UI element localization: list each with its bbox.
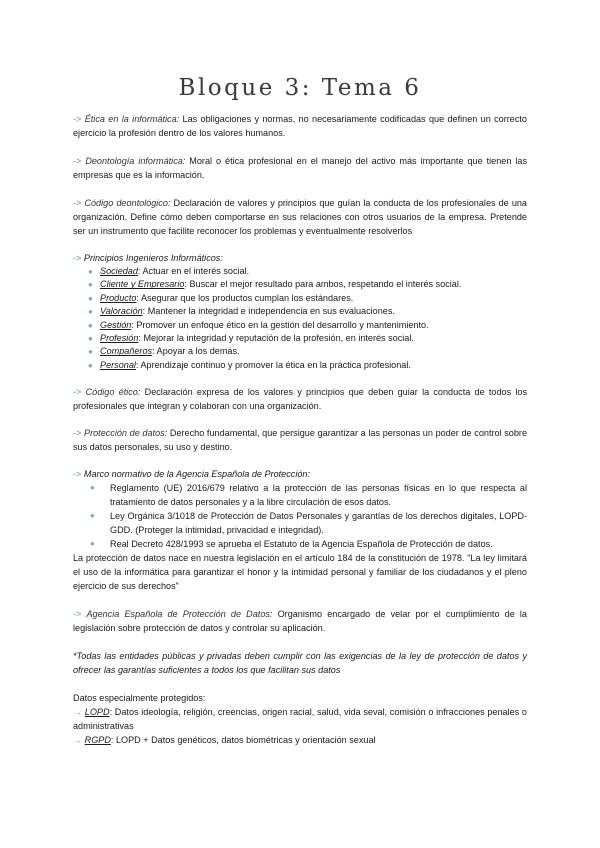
- note-paragraph: *Todas las entidades públicas y privadas deben cumplir con las exigencias de la ley de protección de datos y ofrecer las garantías suficientes a todos los que facilitan sus datos: [73, 651, 527, 676]
- list-item: ● Sociedad: Actuar en el interés social.: [90, 265, 527, 278]
- marco-heading-text: Marco normativo de la Agencia Española de Protección:: [83, 469, 310, 480]
- bullet-icon: ●: [90, 483, 95, 493]
- list-item: ● Valoración: Mantener la integridad e independencia en sus evaluaciones.: [90, 305, 527, 318]
- arrow-marker: ->: [73, 198, 82, 208]
- etica-definition: [73, 112, 527, 140]
- rgpd-text: : LOPD + Datos genéticos, datos biométricas y orientación sexual: [110, 735, 376, 746]
- page-title: Bloque 3: Tema 6: [178, 75, 422, 101]
- agencia-term: Agencia Española de Protección de Datos:: [86, 609, 273, 620]
- bullet-icon: ●: [88, 320, 93, 330]
- bullet-icon: ●: [88, 293, 93, 303]
- deontologia-term: Deontología informática:: [85, 156, 186, 166]
- principios-heading-text: Principios Ingenieros Informáticos:: [83, 253, 223, 263]
- deontologia-definition: [73, 154, 527, 182]
- arrow-marker: ->: [73, 114, 82, 124]
- arrow-marker: ->: [73, 156, 82, 166]
- list-item: ● Producto: Asegurar que los productos cumplan los estándares.: [90, 292, 527, 305]
- codigo-etico-text: Declaración expresa de los valores y principios que deben guiar la conducta de todos los profesionales que integran y colaboran con una organización.: [73, 387, 527, 412]
- bullet-icon: ●: [90, 539, 95, 549]
- bullet-icon: ●: [88, 334, 93, 344]
- bullet-icon: ●: [88, 267, 93, 276]
- etica-text: Las obligaciones y normas, no necesariamente codificadas que definen un correcto ejercicio la profesión dentro de los valores humanos.: [73, 114, 527, 138]
- bullet-icon: ●: [88, 307, 93, 317]
- codigo-deontologico-term: Código deontológico:: [84, 198, 171, 208]
- agencia-definition: [73, 607, 527, 635]
- deontologia-text: Moral o ética profesional en el manejo del activo más importante que tienen las empresas que es la información.: [73, 156, 527, 180]
- principios-list: [73, 265, 527, 372]
- lopd-line: [73, 705, 527, 733]
- proteccion-text: Derecho fundamental, que persigue garantizar a las personas un poder de control sobre sus datos personales, su uso y destino.: [73, 428, 527, 453]
- arrow-marker: ->: [73, 609, 82, 620]
- bullet-icon: ●: [88, 360, 93, 370]
- list-item: ● Ley Orgánica 3/1018 de Protección de Datos Personales y garantías de los derechos digitales, LOPD-GDD. (Proteger la intimidad, privacidad e integridad).: [90, 511, 527, 536]
- codigo-etico-definition: [73, 385, 527, 413]
- lopd-label: LOPD: [84, 707, 110, 718]
- list-item: ● Cliente y Empresario: Buscar el mejor resultado para ambos, respetando el interés social.: [90, 278, 527, 291]
- bullet-icon: ●: [88, 347, 93, 357]
- rgpd-line: [73, 733, 527, 747]
- bullet-icon: ●: [88, 280, 93, 290]
- principios-heading: [73, 251, 527, 265]
- proteccion-term: Protección de datos:: [84, 428, 168, 439]
- marco-list: [73, 481, 527, 551]
- right-arrow-icon: →: [73, 735, 83, 746]
- codigo-deontologico-text: Declaración de valores y principios que guían la conducta de los profesionales de una organización. Define cómo deben comportarse en sus relaciones con otros usuarios de la empresa. Pretende ser un instrumento que facilite reconocer los problemas y eventualmente resolverlos: [73, 198, 527, 236]
- list-item: ● Compañeros: Apoyar a los demás.: [90, 345, 527, 358]
- etica-term: Ética en la informática:: [84, 114, 180, 124]
- lopd-text: : Datos ideología, religión, creencias, origen racial, salud, vida seval, comisión o infracciones penales o administrativas: [73, 707, 527, 732]
- bullet-icon: ●: [90, 511, 95, 521]
- arrow-marker: ->: [73, 253, 82, 263]
- arrow-marker: ->: [73, 428, 82, 439]
- rgpd-label: RGPD: [84, 735, 111, 746]
- codigo-etico-term: Código ético:: [85, 387, 141, 398]
- proteccion-definition: [73, 426, 527, 454]
- list-item: ● Gestión: Promover un enfoque ético en la gestión del desarrollo y mantenimiento.: [90, 319, 527, 332]
- agencia-text: Organismo encargado de velar por el cumplimiento de la legislación sobre protección de datos y controlar su aplicación.: [73, 609, 527, 634]
- list-item: ● Personal: Aprendizaje continuo y promover la ética en la práctica profesional.: [90, 359, 527, 372]
- right-arrow-icon: →: [73, 707, 83, 718]
- list-item: ● Profesión: Mejorar la integridad y reputación de la profesión, en interés social.: [90, 332, 527, 345]
- list-item: ● Real Decreto 428/1993 se aprueba el Estatuto de la Agencia Española de Protección de datos.: [90, 539, 493, 550]
- arrow-marker: ->: [73, 387, 82, 398]
- arrow-marker: ->: [73, 469, 82, 480]
- list-item: ● Reglamento (UE) 2016/679 relativo a la protección de las personas físicas en lo que respecta al tratamiento de datos personales y a la libre circulación de esos datos.: [90, 483, 527, 508]
- codigo-deontologico-definition: [73, 196, 527, 238]
- constitucion-paragraph: La protección de datos nace en nuestra legislación en el artículo 184 de la constitución de 1978. "La ley limitará el uso de la informática para garantizar el honor y la intimidad personal y familiar de los ciudadanos y el pleno ejercicio de sus derechos": [73, 553, 527, 592]
- especiales-heading: Datos especialmente protegidos:: [73, 693, 206, 704]
- marco-heading: [73, 467, 527, 481]
